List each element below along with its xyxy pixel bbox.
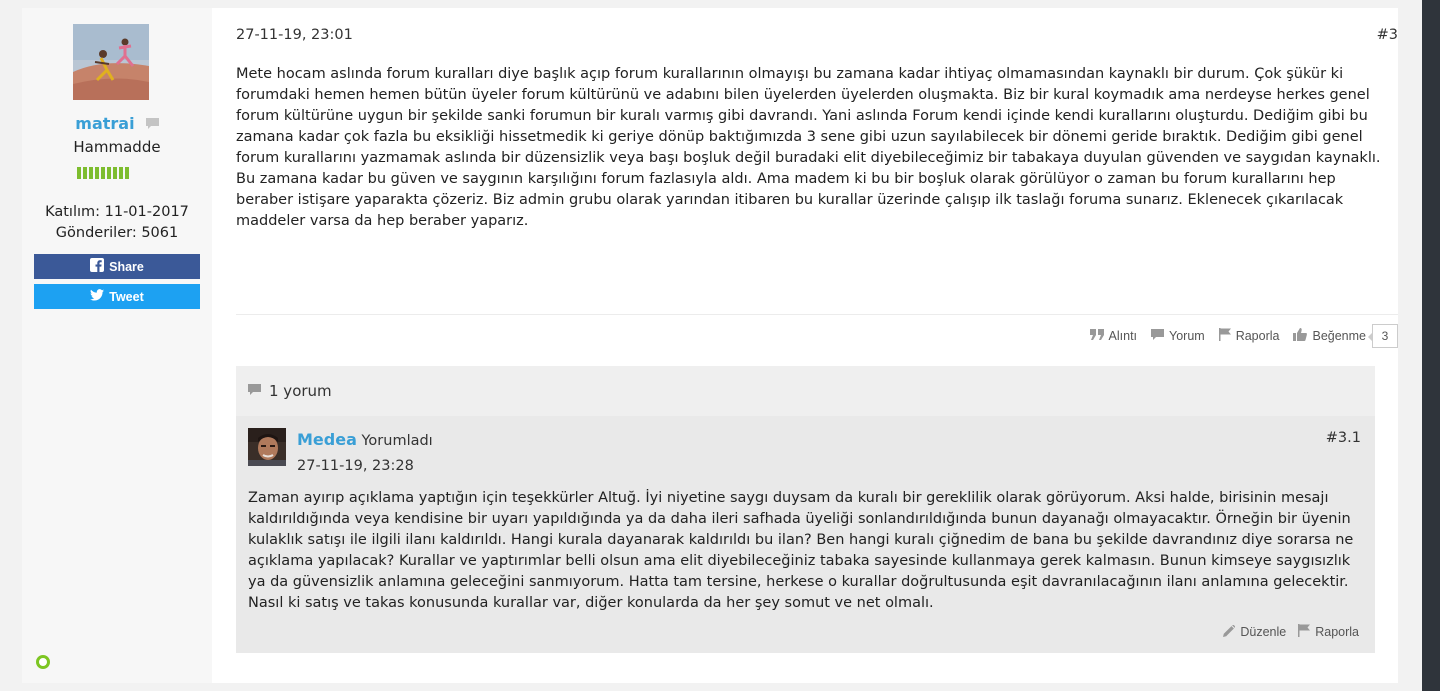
- comment-label: Yorum: [1169, 329, 1205, 343]
- like-button[interactable]: [1293, 328, 1366, 344]
- quote-label: Alıntı: [1108, 329, 1138, 343]
- post-number-link[interactable]: #3: [1376, 27, 1398, 43]
- divider: [236, 314, 1398, 315]
- reputation-segment: [101, 167, 105, 179]
- reputation-segment: [77, 167, 81, 179]
- reputation-segment: [119, 167, 123, 179]
- report-label: Raporla: [1235, 329, 1280, 343]
- reputation-segment: [83, 167, 87, 179]
- user-stats: [22, 202, 212, 244]
- comment-actions: [1211, 624, 1359, 640]
- twitter-share-button[interactable]: [34, 284, 200, 309]
- comment-verb: Yorumladı: [361, 433, 433, 449]
- username-link[interactable]: matrai: [75, 114, 135, 133]
- comment-report-button[interactable]: [1298, 624, 1359, 640]
- comment-report-label: Raporla: [1315, 625, 1359, 639]
- reputation-bar: [77, 167, 147, 179]
- comment-body: Zaman ayırıp açıklama yaptığın için teşekkürler Altuğ. İyi niyetine saygı duysam da kuralı bir gereklilik olarak görüyorum. Aksi halde, birisinin mesajı kaldırıldığında veya kendisine bir uyarı yapıldığında ya da daha ileri safhada üyeliği sonlandırıldığında bunun dayanağı olmayacaktır. Örneğin bir üyenin kulaklık satışı ile ilgili ilanı kaldırıldı. Hangi kurala dayanarak kaldırıldı bu ilan? Ben hangi kuralı çiğnedim de bana bu şekilde davrandınız diye sorarsa ne açıklama yapılacak? Kurallar ve yaptırımlar belli olsun ama elit diyebileceğiniz tabaka sayesinde kullanmaya gerek kalmasın. Bunun kimseye saygısızlık ya da güvensizlik anlamına geleceğini sanmıyorum. Hatta tam tersine, herkese o kurallar doğrultusunda eşit davranılacağının ilanı anlamına gelecektir. Nasıl ki satış ve takas konusunda kurallar var, diğer konularda da her şey somut ve net olmalı.: [248, 490, 1354, 611]
- reputation-segment: [89, 167, 93, 179]
- pencil-icon: [1223, 625, 1235, 640]
- quote-icon: [1090, 329, 1104, 343]
- comment-date: 27-11-19, 23:28: [297, 458, 414, 474]
- quote-button[interactable]: [1090, 329, 1138, 343]
- like-label: Beğenme: [1312, 329, 1366, 343]
- commenter-avatar[interactable]: [248, 428, 286, 466]
- commenter-name[interactable]: Medea: [297, 430, 357, 449]
- report-button[interactable]: [1219, 328, 1280, 344]
- comments-section: [236, 366, 1375, 653]
- facebook-share-label: Share: [109, 259, 144, 274]
- reputation-segment: [113, 167, 117, 179]
- comments-count-label: 1 yorum: [269, 382, 332, 400]
- comment-icon[interactable]: [146, 115, 159, 134]
- comment-button[interactable]: [1151, 329, 1205, 344]
- commenter-line: [297, 430, 433, 449]
- tweet-label: Tweet: [109, 289, 144, 304]
- twitter-icon: [90, 289, 104, 304]
- flag-icon: [1219, 328, 1231, 344]
- online-indicator: [36, 655, 50, 669]
- post-body: Mete hocam aslında forum kuralları diye başlık açıp forum kurallarının olmayışı bu zamana kadar ihtiyaç olmamasından kaynaklı bir durum. Çok şükür ki forumdaki hemen hemen bütün üyeler forum kültürünü ve adabını bilen üyelerden üyelerden oluşmakta. Biz bir kural koymadık ama nerdeyse herkes genel forum kültürüne uygun bir şekilde sanki forumun bir kuralı varmış gibi davrandı. Yani aslında Forum kendi içinde kendi kurallarını oluşturdu. Dediğim gibi bu zamana kadar çok fazla bu eksikliği hissetmedik ki geriye dönüp baktığımızda 3 sene gibi uzun sayılabilecek bir dönemi geride bıraktık. Dediğim gibi genel forum kurallarını yazmamak aslında bir düzensizlik veya başı boşluk değil buradaki elit diyebileceğimiz bir tabakaya duyulan güvenden ve saygıdan kaynaklı. Bu zamana kadar bu güven ve saygının karşılığını forum fazlasıyla aldı. Ama madem ki bu bir boşluk olarak görülüyor o zaman bu forum kurallarını hep beraber istişare yaparakta çözeriz. Biz admin grubu olarak yarından itibaren bu kurallar üzerinde çalışıp ilk taslağı foruma sunarız. Eklenecek çıkarılacak maddeler varsa da hep beraber yaparız.: [236, 66, 1381, 229]
- thumbs-up-icon: [1293, 328, 1307, 344]
- comment-number-link[interactable]: #3.1: [1325, 430, 1361, 446]
- reputation-segment: [125, 167, 129, 179]
- reputation-segment: [95, 167, 99, 179]
- edit-button[interactable]: [1223, 624, 1286, 640]
- post-count: Gönderiler: 5061: [55, 225, 179, 241]
- scrollbar-track[interactable]: [1422, 0, 1440, 691]
- post-actions: [1076, 324, 1398, 348]
- comment-icon: [248, 382, 261, 400]
- post-date: 27-11-19, 23:01: [236, 27, 353, 43]
- facebook-icon: [90, 258, 104, 275]
- join-date: Katılım: 11-01-2017: [45, 204, 189, 220]
- user-rank: Hammadde: [73, 138, 161, 156]
- like-count[interactable]: 3: [1372, 324, 1398, 348]
- reputation-segment: [107, 167, 111, 179]
- user-info-column: [22, 8, 212, 683]
- username-row: [22, 114, 212, 134]
- comment-item: [236, 416, 1375, 653]
- forum-post: [22, 8, 1398, 683]
- flag-icon: [1298, 624, 1310, 640]
- facebook-share-button[interactable]: [34, 254, 200, 279]
- user-avatar[interactable]: [73, 24, 149, 100]
- edit-label: Düzenle: [1240, 625, 1287, 639]
- post-content: [236, 8, 1398, 683]
- comment-icon: [1151, 329, 1164, 344]
- comments-header[interactable]: [248, 382, 332, 400]
